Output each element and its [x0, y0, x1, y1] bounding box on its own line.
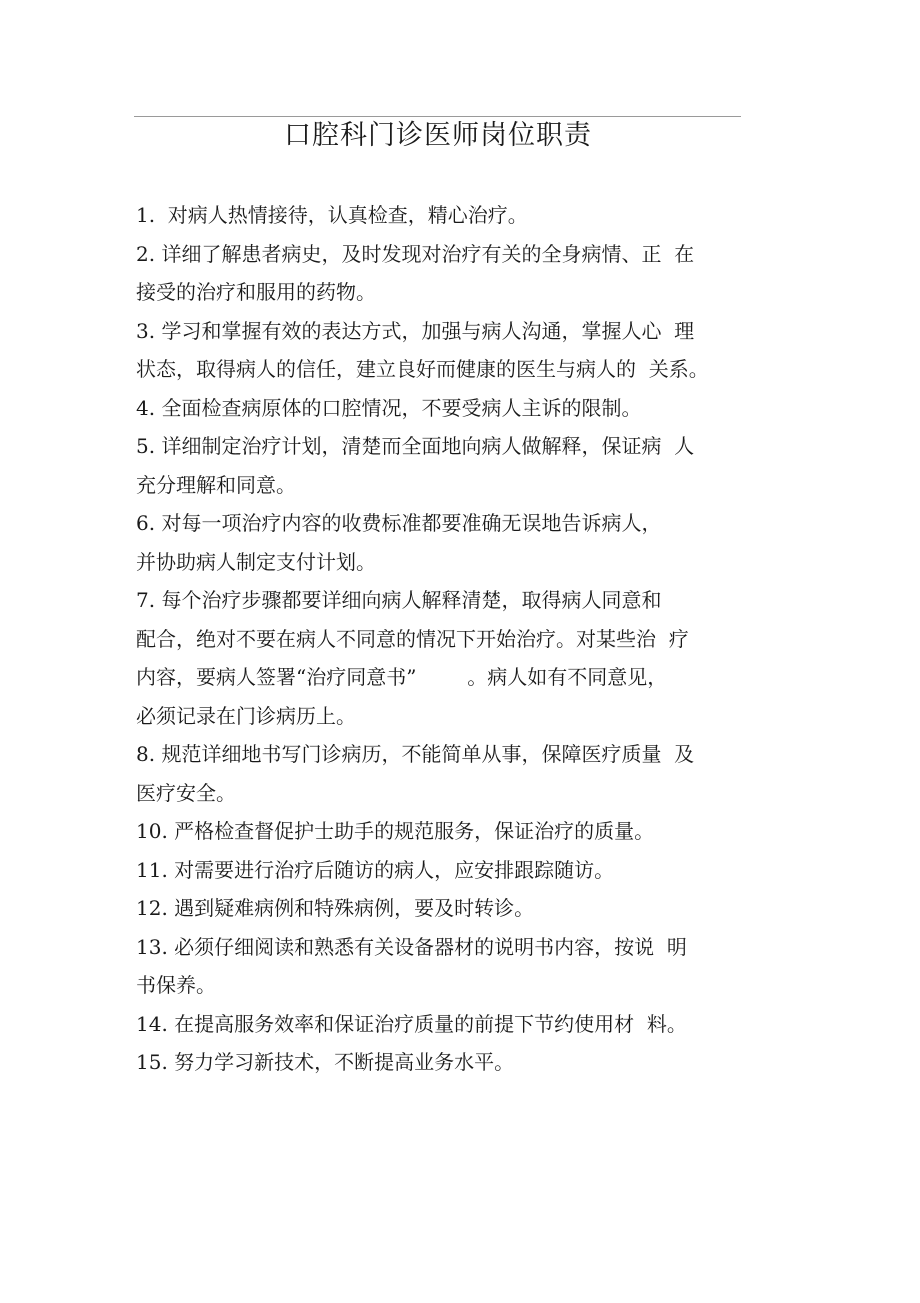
body-line: 内容，要病人签署“治疗同意书” 。病人如有不同意见，	[136, 665, 668, 689]
document-title: 口腔科门诊医师岗位职责	[284, 120, 592, 151]
body-line: 2. 详细了解患者病史，及时发现对治疗有关的全身病情、正 在	[136, 241, 695, 266]
body-line: 必须记录在门诊病历上。	[136, 703, 356, 728]
body-line: 状态，取得病人的信任，建立良好而健康的医生与病人的 关系。	[136, 357, 709, 381]
body-line: 医疗安全。	[136, 780, 236, 805]
body-line: 8. 规范详细地书写门诊病历，不能简单从事，保障医疗质量 及	[136, 742, 695, 766]
body-line: 7. 每个治疗步骤都要详细向病人解释清楚，取得病人同意和	[136, 588, 662, 612]
body-line: 14. 在提高服务效率和保证治疗质量的前提下节约使用材 料。	[136, 1011, 687, 1036]
body-line: 6. 对每一项治疗内容的收费标准都要准确无误地告诉病人，	[136, 511, 662, 535]
body-line: 11. 对需要进行治疗后随访的病人，应安排跟踪随访。	[136, 857, 615, 882]
body-line: 配合，绝对不要在病人不同意的情况下开始治疗。对某些治 疗	[136, 626, 689, 651]
body-line: 3. 学习和掌握有效的表达方式，加强与病人沟通，掌握人心 理	[136, 318, 695, 343]
body-line: 4. 全面检查病原体的口腔情况，不要受病人主诉的限制。	[136, 395, 642, 420]
body-line: 10. 严格检查督促护士助手的规范服务，保证治疗的质量。	[136, 819, 655, 843]
body-line: 13. 必须仔细阅读和熟悉有关设备器材的说明书内容，按说 明	[136, 934, 687, 959]
body-line: 充分理解和同意。	[136, 472, 296, 497]
body-line: 接受的治疗和服用的药物。	[136, 280, 376, 304]
body-line: 12. 遇到疑难病例和特殊病例，要及时转诊。	[136, 896, 535, 920]
body-line: 1. 对病人热情接待，认真检查，精心治疗。	[136, 203, 528, 227]
body-line: 5. 详细制定治疗计划，清楚而全面地向病人做解释，保证病 人	[136, 434, 695, 458]
body-line: 书保养。	[136, 973, 216, 997]
body-line: 15. 努力学习新技术，不断提高业务水平。	[136, 1050, 515, 1074]
body-line: 并协助病人制定支付计划。	[136, 549, 376, 574]
document-body	[136, 196, 746, 1082]
